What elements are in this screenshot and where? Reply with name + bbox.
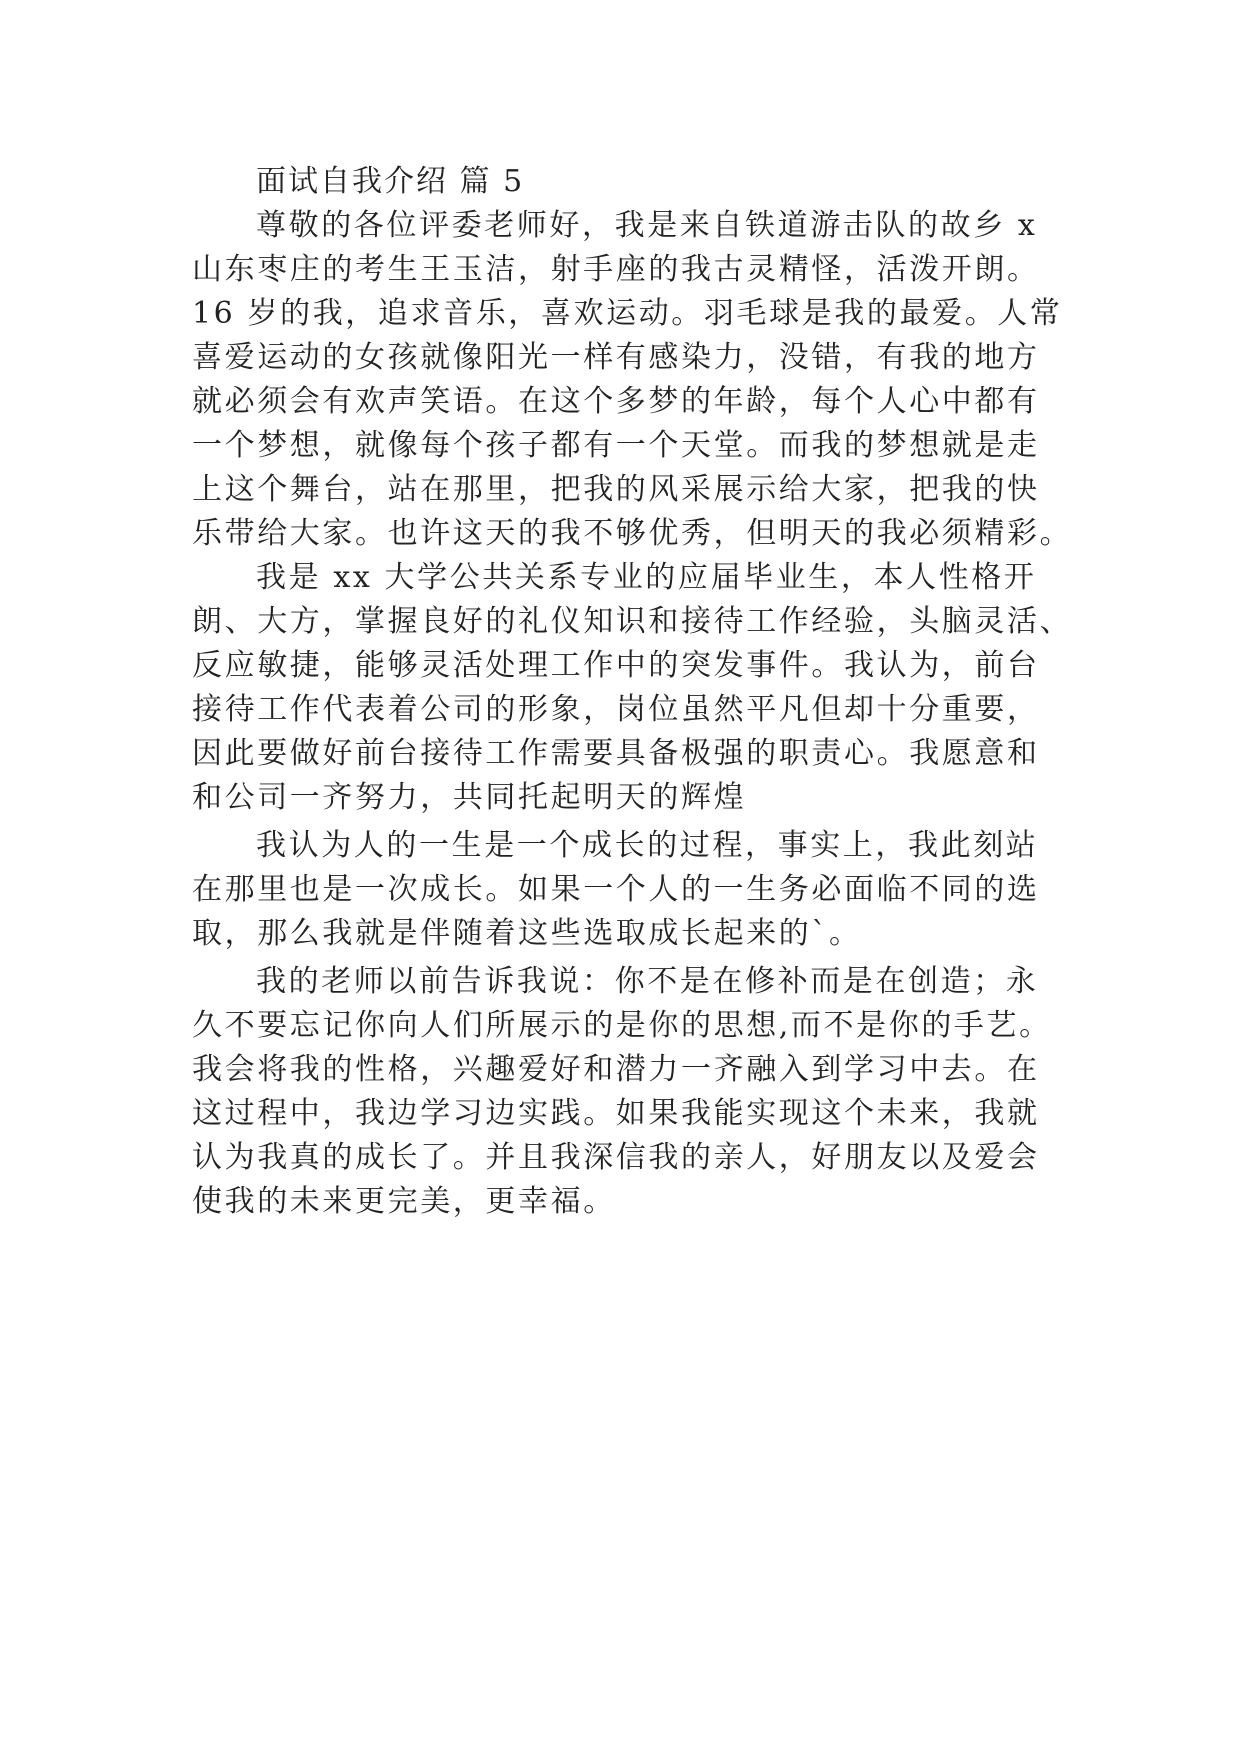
paragraph-1-line-2: 山东枣庄的考生王玉洁，射手座的我古灵精怪，活泼开朗。 [192,252,1040,287]
paragraph-1-line-6: 一个梦想，就像每个孩子都有一个天堂。而我的梦想就是走 [192,428,1040,463]
paragraph-2-line-4: 接待工作代表着公司的形象，岗位虽然平凡但却十分重要， [192,692,1040,727]
document-title: 面试自我介绍 篇 5 [256,164,525,199]
paragraph-4-line-3: 我会将我的性格，兴趣爱好和潜力一齐融入到学习中去。在 [192,1052,1040,1087]
paragraph-4-line-2: 久不要忘记你向人们所展示的是你的思想,而不是你的手艺。 [192,1008,1052,1043]
paragraph-4-line-4: 这过程中，我边学习边实践。如果我能实现这个未来，我就 [192,1096,1040,1131]
paragraph-2-line-6: 和公司一齐努力，共同托起明天的辉煌 [192,780,747,815]
paragraph-1-line-3: 16 岁的我，追求音乐，喜欢运动。羽毛球是我的最爱。人常 [192,296,1063,331]
paragraph-4-line-5: 认为我真的成长了。并且我深信我的亲人，好朋友以及爱会 [192,1140,1040,1175]
paragraph-2-line-5: 因此要做好前台接待工作需要具备极强的职责心。我愿意和 [192,736,1040,771]
paragraph-1-line-1: 尊敬的各位评委老师好，我是来自铁道游击队的故乡 x [256,208,1038,243]
paragraph-4-line-6: 使我的未来更完美，更幸福。 [192,1184,616,1219]
paragraph-3-line-3: 取，那么我就是伴随着这些选取成长起来的`。 [192,916,862,951]
paragraph-1-line-4: 喜爱运动的女孩就像阳光一样有感染力，没错，有我的地方 [192,340,1040,375]
paragraph-3-line-1: 我认为人的一生是一个成长的过程，事实上，我此刻站 [256,828,1039,863]
paragraph-2-line-1: 我是 xx 大学公共关系专业的应届毕业生，本人性格开 [256,560,1037,595]
paragraph-2-line-3: 反应敏捷，能够灵活处理工作中的突发事件。我认为，前台 [192,648,1040,683]
paragraph-1-line-8: 乐带给大家。也许这天的我不够优秀，但明天的我必须精彩。 [192,516,1073,551]
paragraph-1-line-7: 上这个舞台，站在那里，把我的风采展示给大家，把我的快 [192,472,1040,507]
paragraph-3-line-2: 在那里也是一次成长。如果一个人的一生务必面临不同的选 [192,872,1040,907]
paragraph-2-line-2: 朗、大方，掌握良好的礼仪知识和接待工作经验，头脑灵活、 [192,604,1073,639]
paragraph-1-line-5: 就必须会有欢声笑语。在这个多梦的年龄，每个人心中都有 [192,384,1040,419]
paragraph-4-line-1: 我的老师以前告诉我说：你不是在修补而是在创造；永 [256,964,1039,999]
